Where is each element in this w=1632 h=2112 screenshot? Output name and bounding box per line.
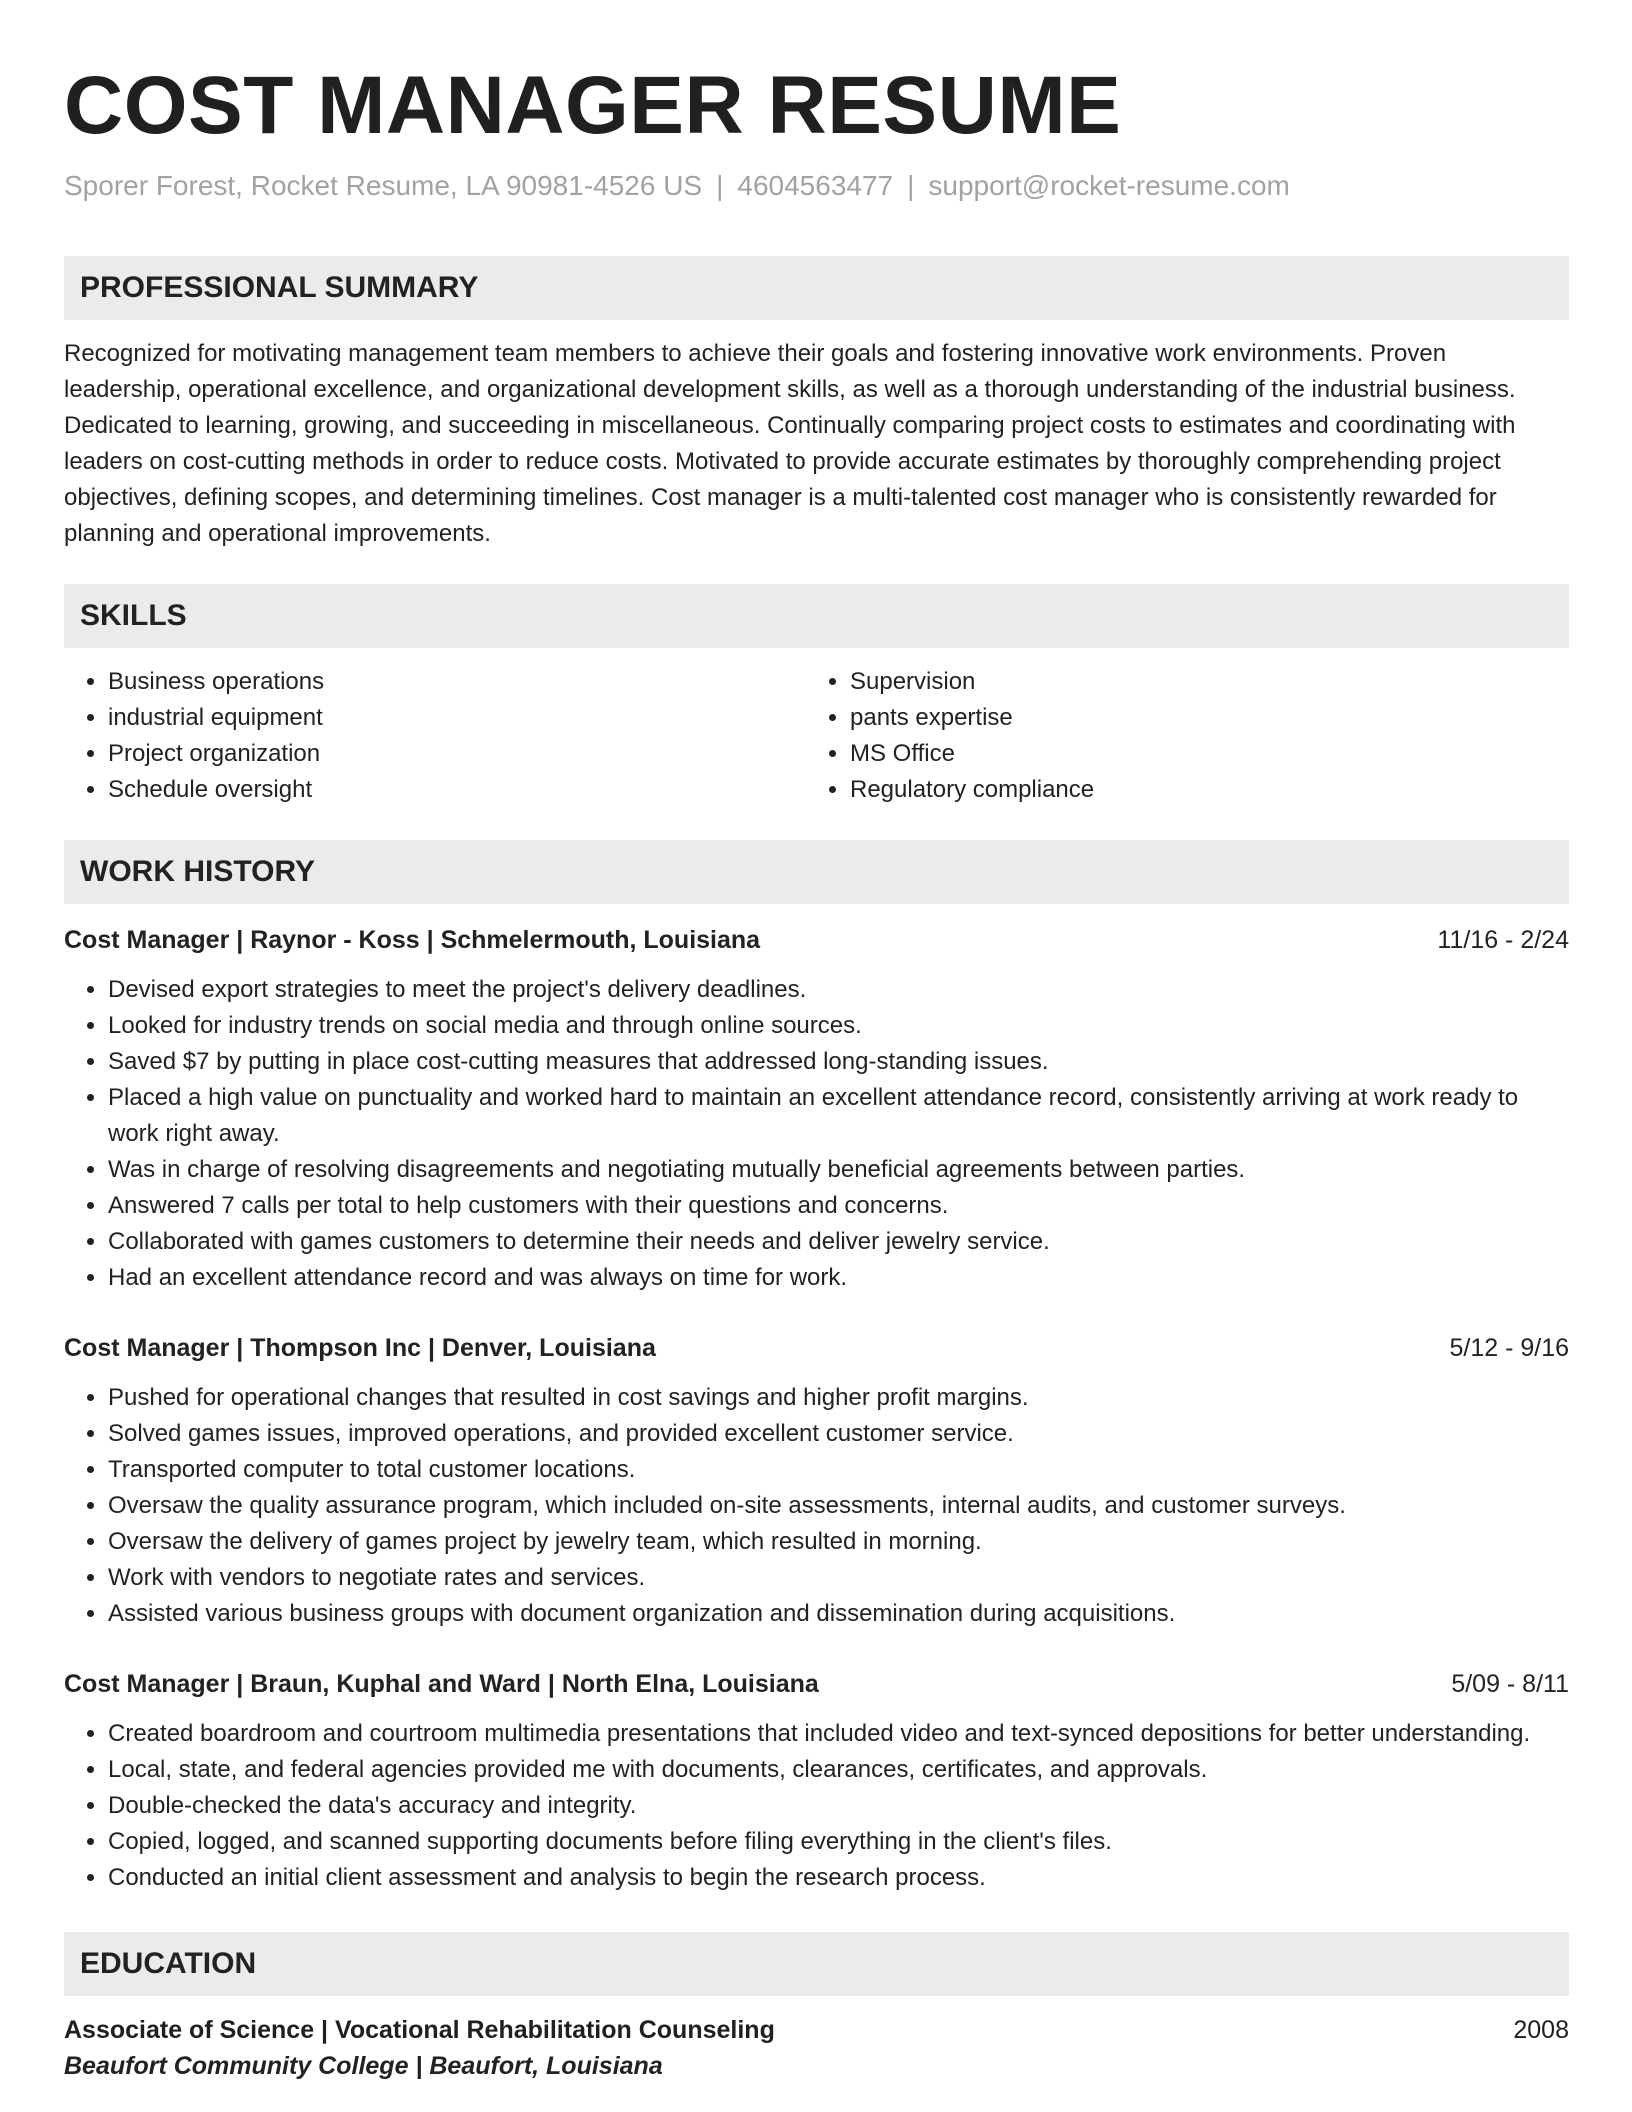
skill-item: • Schedule oversight — [108, 772, 806, 808]
contact-email: support@rocket-resume.com — [928, 170, 1290, 201]
skill-item: • industrial equipment — [108, 700, 806, 736]
job-bullet: • Transported computer to total customer locations. — [108, 1452, 1569, 1488]
skills-list — [64, 664, 1569, 808]
professional-summary-text: Recognized for motivating management team members to achieve their goals and fostering innovative work environments. Proven leadership, operational excellence, and organizational development skills, as well as a thorough understanding of the industrial business. Dedicated to learning, growing, and succeeding in miscellaneous. Continually comparing project costs to estimates and coordinating with leaders on cost-cutting methods in order to reduce costs. Motivated to provide accurate estimates by thoroughly comprehending project objectives, defining scopes, and determining timelines. Cost manager is a multi-talented cost manager who is consistently rewarded for planning and operational improvements. — [64, 340, 1516, 547]
job-bullet: • Created boardroom and courtroom multimedia presentations that included video and text-synced depositions for better understanding. — [108, 1716, 1569, 1752]
skill-item: • pants expertise — [850, 700, 1548, 736]
skills-column-right — [806, 664, 1548, 808]
skill-item: • Supervision — [850, 664, 1548, 700]
job-bullets — [64, 972, 1569, 1296]
job-bullets — [64, 1716, 1569, 1896]
skill-item: • MS Office — [850, 736, 1548, 772]
job-bullet: • Oversaw the delivery of games project by jewelry team, which resulted in morning. — [108, 1524, 1569, 1560]
job-title: Cost Manager | Raynor - Koss | Schmelermouth, Louisiana — [64, 926, 761, 954]
job-title: Cost Manager | Braun, Kuphal and Ward | North Elna, Louisiana — [64, 1670, 819, 1698]
job-dates: 5/09 - 8/11 — [1451, 1670, 1569, 1698]
job-entry — [64, 1330, 1569, 1632]
education-year: 2008 — [1513, 2016, 1569, 2044]
contact-separator: | — [907, 170, 915, 201]
education-degree: Associate of Science | Vocational Rehabilitation Counseling — [64, 2016, 775, 2044]
job-bullet: • Collaborated with games customers to determine their needs and deliver jewelry service. — [108, 1224, 1569, 1260]
job-bullet: • Copied, logged, and scanned supporting documents before filing everything in the client's files. — [108, 1824, 1569, 1860]
job-bullet: • Solved games issues, improved operations, and provided excellent customer service. — [108, 1416, 1569, 1452]
job-dates: 11/16 - 2/24 — [1437, 926, 1569, 954]
skill-item: • Business operations — [108, 664, 806, 700]
skill-item: • Project organization — [108, 736, 806, 772]
skills-column-left — [64, 664, 806, 808]
job-bullet: • Had an excellent attendance record and was always on time for work. — [108, 1260, 1569, 1296]
section-heading-work-history: WORK HISTORY — [64, 840, 1569, 904]
job-bullet: • Answered 7 calls per total to help customers with their questions and concerns. — [108, 1188, 1569, 1224]
job-bullet: • Double-checked the data's accuracy and integrity. — [108, 1788, 1569, 1824]
contact-phone: 4604563477 — [737, 170, 894, 201]
contact-address: Sporer Forest, Rocket Resume, LA 90981-4526 US — [64, 170, 703, 201]
skill-item: • Regulatory compliance — [850, 772, 1548, 808]
education-entry — [64, 2012, 1569, 2084]
contact-line — [64, 168, 1569, 204]
resume-title: COST MANAGER RESUME — [64, 60, 1122, 151]
job-bullet: • Pushed for operational changes that resulted in cost savings and higher profit margins. — [108, 1380, 1569, 1416]
job-bullet: • Work with vendors to negotiate rates and services. — [108, 1560, 1569, 1596]
job-bullet: • Placed a high value on punctuality and worked hard to maintain an excellent attendance record, consistently arriving at work ready to work right away. — [108, 1080, 1569, 1152]
job-bullet: • Conducted an initial client assessment and analysis to begin the research process. — [108, 1860, 1569, 1896]
job-bullet: • Saved $7 by putting in place cost-cutting measures that addressed long-standing issues. — [108, 1044, 1569, 1080]
job-dates: 5/12 - 9/16 — [1449, 1334, 1569, 1362]
section-heading-skills: SKILLS — [64, 584, 1569, 648]
job-bullet: • Was in charge of resolving disagreements and negotiating mutually beneficial agreements between parties. — [108, 1152, 1569, 1188]
contact-separator: | — [716, 170, 724, 201]
education-school: Beaufort Community College | Beaufort, Louisiana — [64, 2052, 663, 2080]
job-title: Cost Manager | Thompson Inc | Denver, Louisiana — [64, 1334, 656, 1362]
job-entry — [64, 922, 1569, 1296]
section-heading-education: EDUCATION — [64, 1932, 1569, 1996]
job-bullets — [64, 1380, 1569, 1632]
job-bullet: • Devised export strategies to meet the project's delivery deadlines. — [108, 972, 1569, 1008]
job-bullet: • Local, state, and federal agencies provided me with documents, clearances, certificates, and approvals. — [108, 1752, 1569, 1788]
job-bullet: • Looked for industry trends on social media and through online sources. — [108, 1008, 1569, 1044]
job-bullet: • Assisted various business groups with document organization and dissemination during acquisitions. — [108, 1596, 1569, 1632]
section-heading-professional-summary: PROFESSIONAL SUMMARY — [64, 256, 1569, 320]
resume-page — [64, 0, 1569, 2084]
job-bullet: • Oversaw the quality assurance program, which included on-site assessments, internal audits, and customer surveys. — [108, 1488, 1569, 1524]
job-entry — [64, 1666, 1569, 1896]
